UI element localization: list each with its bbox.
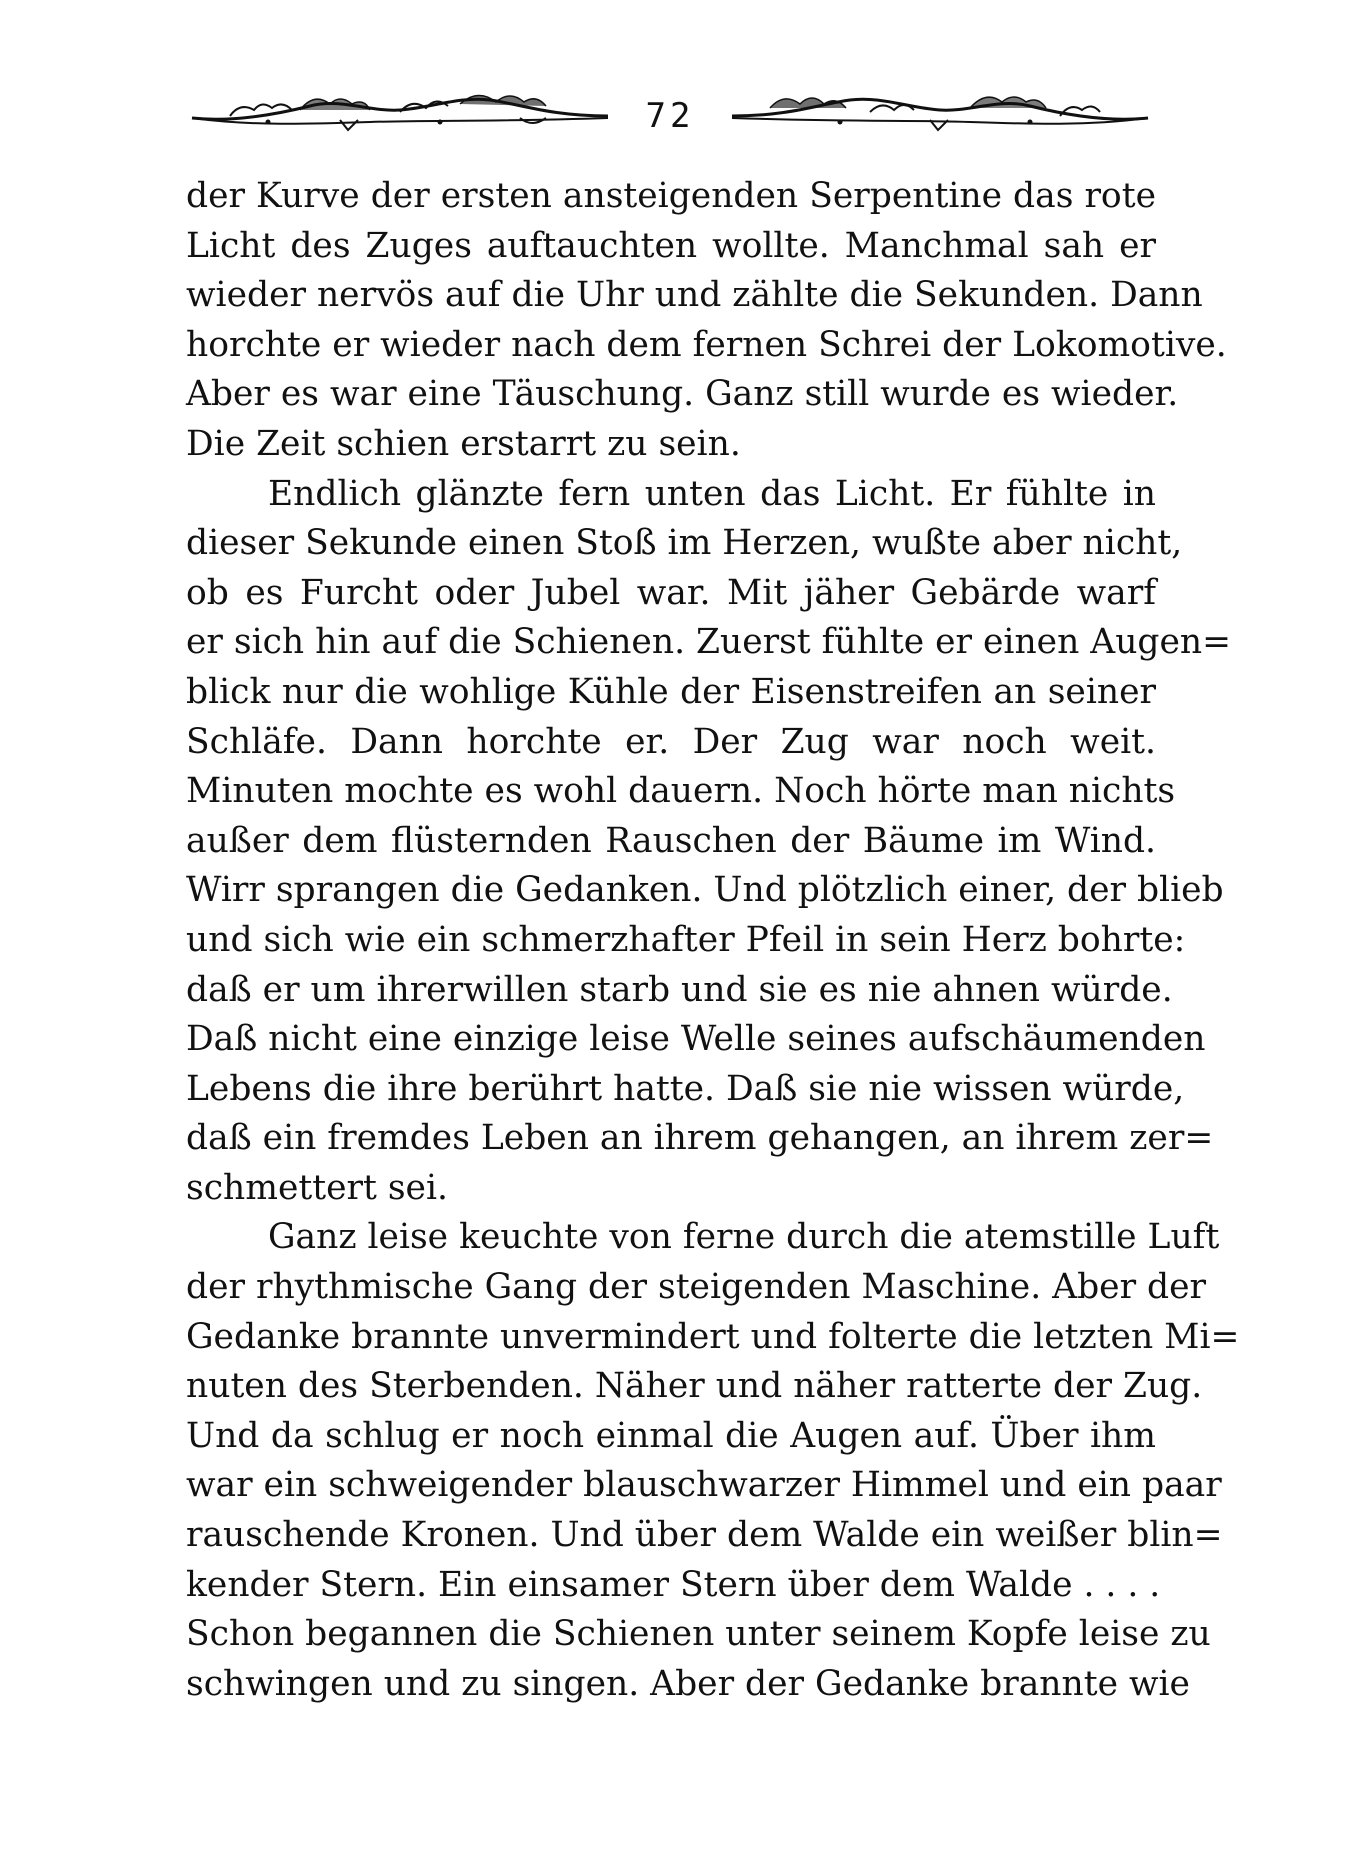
- paragraph: [186, 1213, 1240, 1709]
- text-line: Die Zeit schien erstarrt zu sein.: [186, 423, 741, 464]
- text-line: Gedanke brannte unvermindert und folterte die letzten Mi=: [186, 1316, 1240, 1357]
- text-line: schmettert sei.: [186, 1167, 448, 1208]
- text-line: Schläfe. Dann horchte er. Der Zug war noch weit.: [186, 721, 1156, 762]
- text-line: daß er um ihrerwillen starb und sie es nie ahnen würde.: [186, 969, 1173, 1010]
- text-line: Aber es war eine Täuschung. Ganz still wurde es wieder.: [186, 374, 1179, 415]
- text-line: der Kurve der ersten ansteigenden Serpentine das rote: [186, 176, 1156, 216]
- text-line: Lebens die ihre berührt hatte. Daß sie nie wissen würde,: [186, 1068, 1185, 1109]
- text-line: rauschende Kronen. Und über dem Walde ein weißer blin=: [186, 1515, 1223, 1556]
- text-line: Und da schlug er noch einmal die Augen auf. Über ihm: [186, 1415, 1156, 1456]
- text-line: horchte er wieder nach dem fernen Schrei der Lokomotive.: [186, 324, 1227, 365]
- text-line: nuten des Sterbenden. Näher und näher ratterte der Zug.: [186, 1366, 1203, 1407]
- text-line: der rhythmische Gang der steigenden Maschine. Aber der: [186, 1267, 1207, 1308]
- page-number: 72: [645, 96, 695, 136]
- text-line: Ganz leise keuchte von ferne durch die atemstille Luft: [268, 1217, 1220, 1258]
- text-line: Wirr sprangen die Gedanken. Und plötzlich einer, der blieb: [186, 870, 1224, 911]
- text-line: wieder nervös auf die Uhr und zählte die Sekunden. Dann: [186, 275, 1203, 316]
- text-line: daß ein fremdes Leben an ihrem gehangen, an ihrem zer=: [186, 1118, 1214, 1159]
- body-text: [186, 172, 1240, 1709]
- text-line: dieser Sekunde einen Stoß im Herzen, wußte aber nicht,: [186, 523, 1183, 564]
- text-line: Schon begannen die Schienen unter seinem Kopfe leise zu: [186, 1614, 1211, 1655]
- text-line: Minuten mochte es wohl dauern. Noch hörte man nichts: [186, 771, 1176, 812]
- text-line: blick nur die wohlige Kühle der Eisenstreifen an seiner: [186, 671, 1156, 712]
- text-line: ob es Furcht oder Jubel war. Mit jäher Gebärde warf: [186, 572, 1156, 613]
- text-line: war ein schweigender blauschwarzer Himmel und ein paar: [186, 1465, 1222, 1506]
- text-line: schwingen und zu singen. Aber der Gedanke brannte wie: [186, 1663, 1190, 1704]
- text-line: Daß nicht eine einzige leise Welle seines aufschäumenden: [186, 1019, 1206, 1060]
- vine-ornament-right-icon: [730, 86, 1150, 146]
- text-line: Licht des Zuges auftauchten wollte. Manchmal sah er: [186, 225, 1156, 266]
- page-header: [190, 78, 1150, 148]
- paragraph: [186, 172, 1227, 470]
- text-line: und sich wie ein schmerzhafter Pfeil in sein Herz bohrte:: [186, 919, 1186, 960]
- text-line: kender Stern. Ein einsamer Stern über dem Walde . . . .: [186, 1564, 1161, 1605]
- text-line: außer dem flüsternden Rauschen der Bäume im Wind.: [186, 820, 1156, 861]
- text-line: er sich hin auf die Schienen. Zuerst fühlte er einen Augen=: [186, 622, 1232, 663]
- paragraph: [186, 470, 1232, 1214]
- text-line: Endlich glänzte fern unten das Licht. Er fühlte in: [268, 473, 1156, 514]
